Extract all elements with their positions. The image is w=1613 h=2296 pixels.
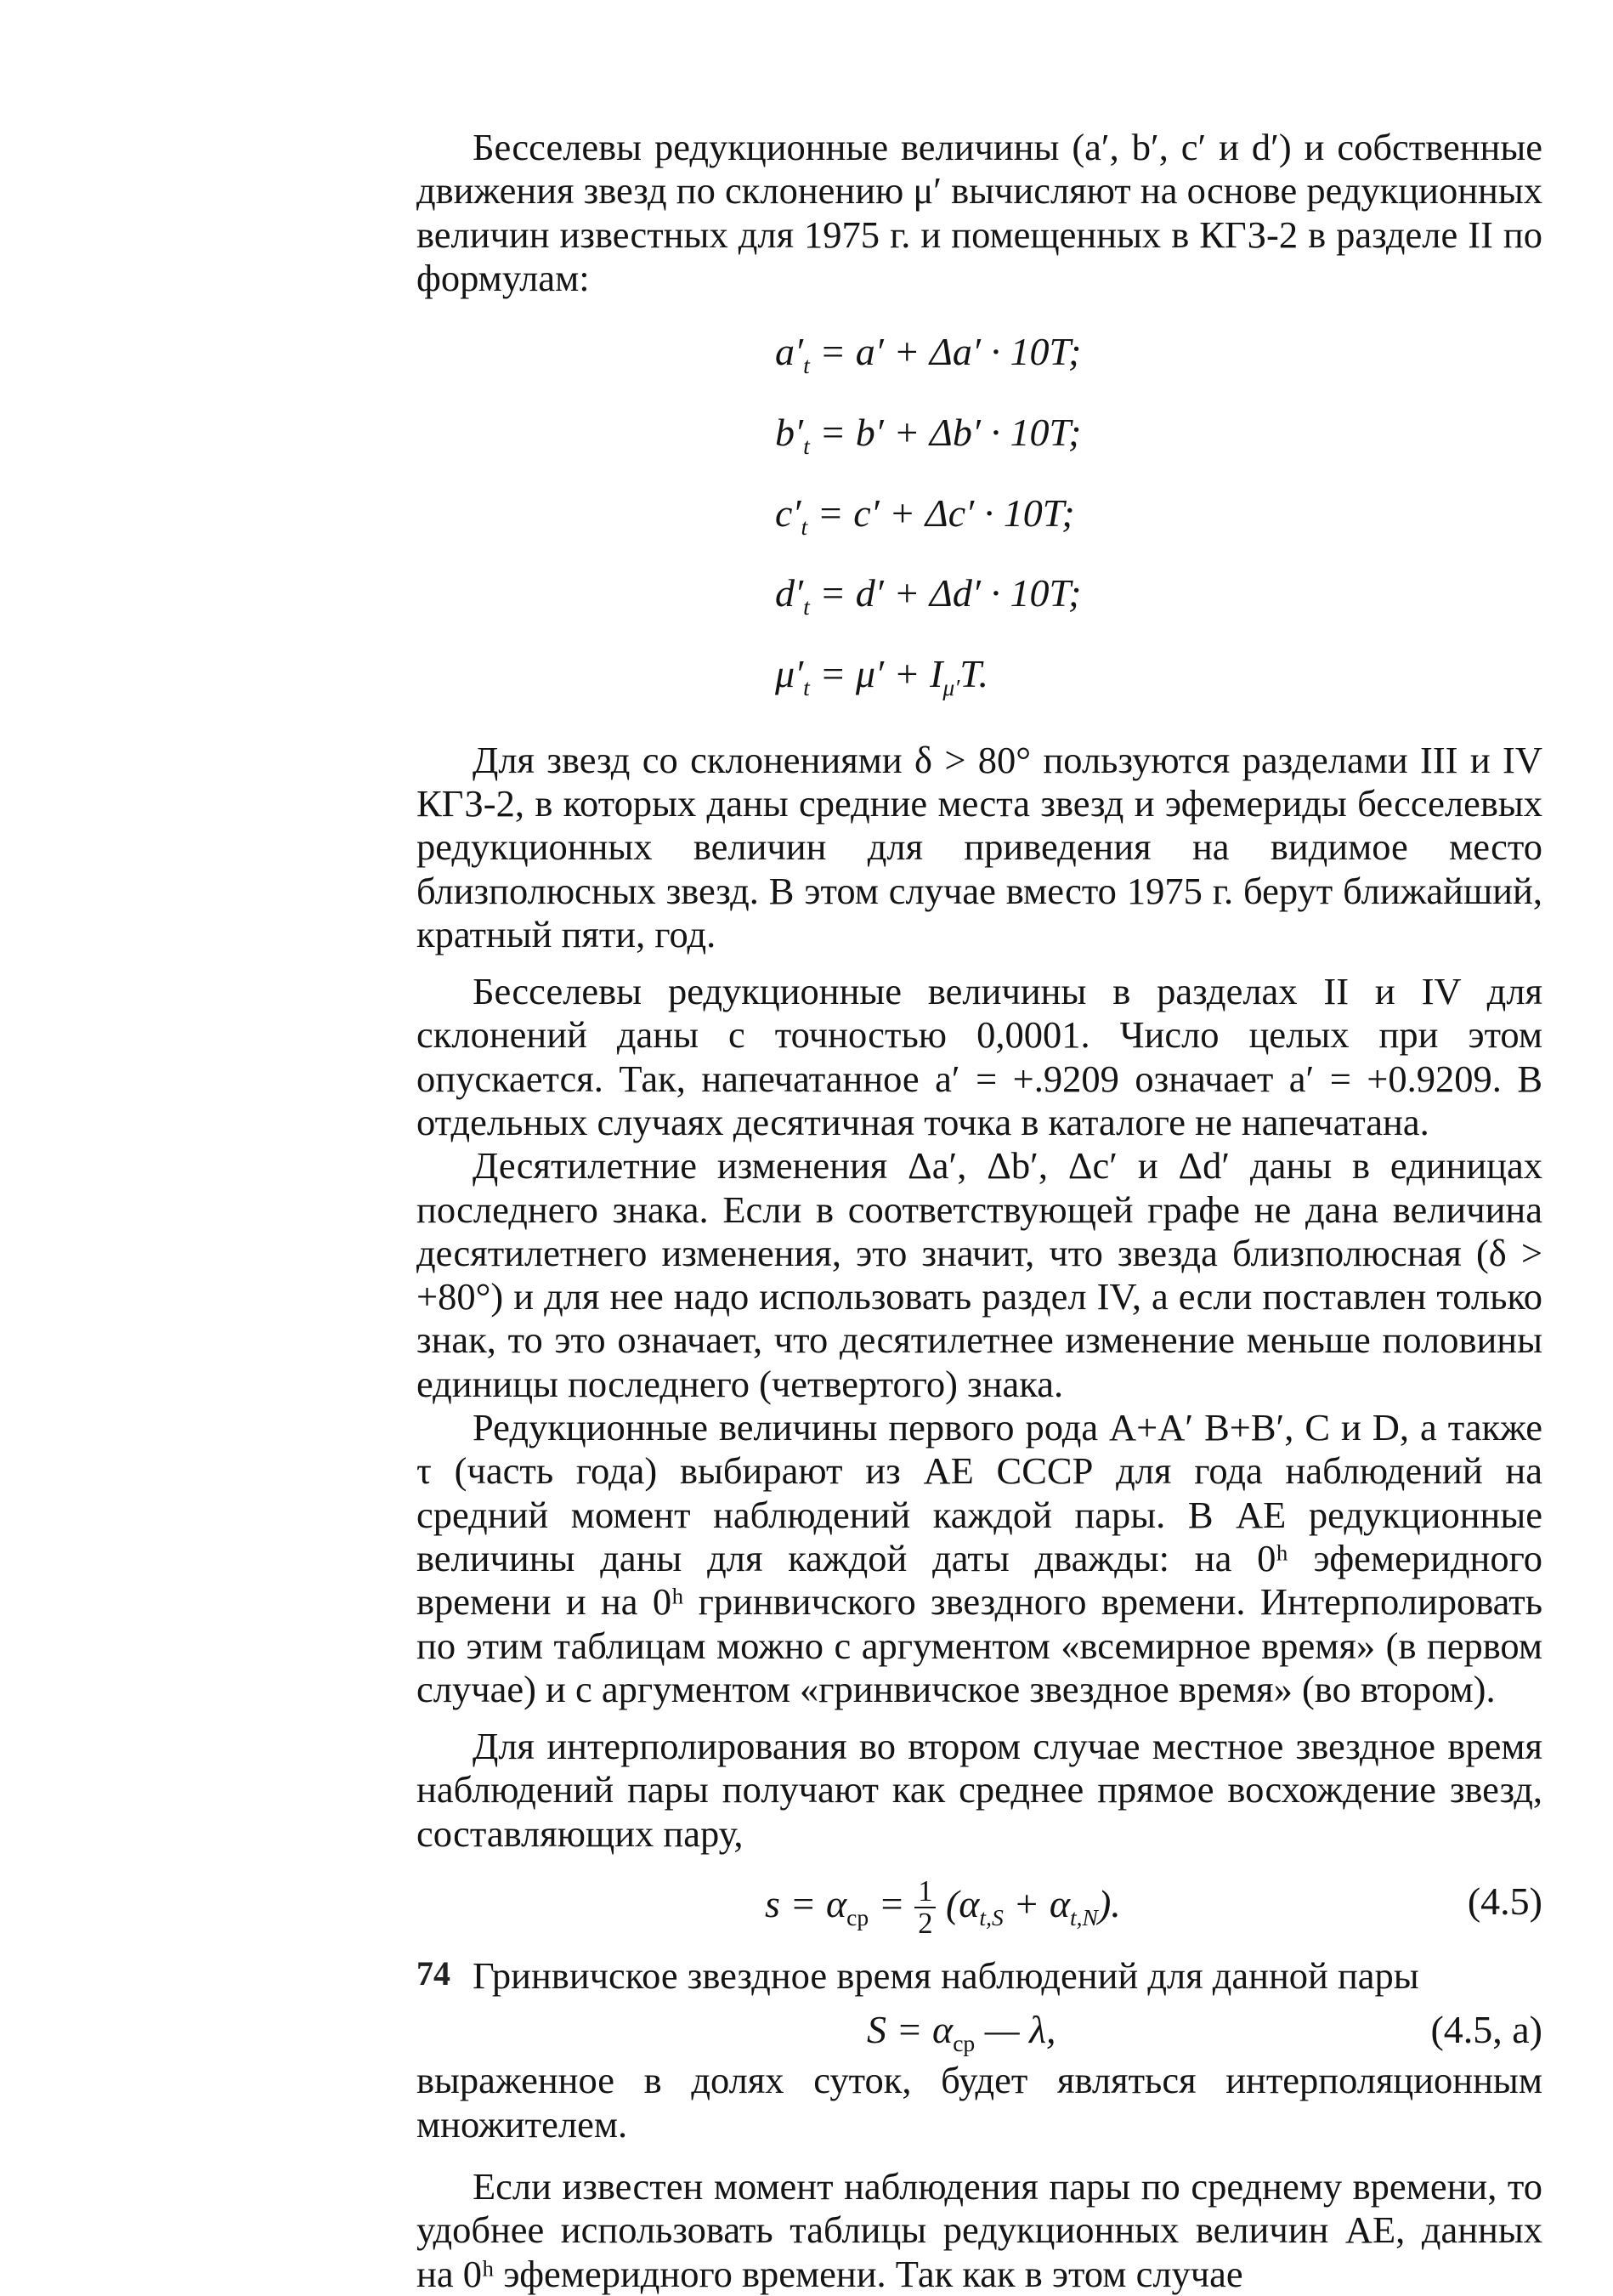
formula-c: $c'_t = c' + \Delta c' \cdot 10T$; xyxy=(775,490,1075,540)
page-body xyxy=(416,126,1542,2296)
equation-4-5-number: (4.5) xyxy=(1467,1879,1542,1924)
paragraph-3: Бесселевы редукционные величины в разделах II и IV для склонений даны с точностью 0,0001. Число целых при этом опускается. Так, напечатанное a′ = +.9209 означает a′ = +0.9209. В отдельных случаях десятичная точка в каталоге не напечатана. xyxy=(416,970,1542,1143)
equation-4-5a xyxy=(416,2004,1542,2059)
paragraph-4: Десятилетние изменения Δa′, Δb′, Δc′ и Δd′ даны в единицах последнего знака. Если в соответствующей графе не дана величина десятилетнего изменения, это значит, что звезда близполюсная (δ > +80°) и для нее надо использовать раздел IV, а если поставлен только знак, то это означает, что десятилетнее изменение меньше половины единицы последнего (четвертого) знака. xyxy=(416,1144,1542,1405)
page-number: 74 xyxy=(416,1954,450,1993)
paragraph-7: Гринвичское звездное время наблюдений для данной пары xyxy=(473,1954,1419,1998)
equation-4-5a-number: (4.5, a) xyxy=(1430,2008,1542,2052)
formula-block xyxy=(416,319,1542,721)
paragraph-5: Редукционные величины первого рода A+A′ B+B′, C и D, а также τ (часть года) выбирают из АЕ СССР для года наблюдений на средний момент наблюдений каждой пары. В АЕ редукционные величины даны для каждой даты дважды: на 0ʰ эфемеридного времени и на 0ʰ гринвичского звездного времени. Интерполировать по этим таблицам можно с аргументом «всемирное время» (в первом случае) и с аргументом «гринвичское звездное время» (во втором). xyxy=(416,1406,1542,1710)
paragraph-9: Если известен момент наблюдения пары по среднему времени, то удобнее использовать таблицы редукционных величин АЕ, данных на 0ʰ эфемеридного времени. Так как в этом случае xyxy=(416,2164,1542,2295)
formula-d: $d'_t = d' + \Delta d' \cdot 10T$; xyxy=(775,571,1082,621)
formula-mu: $\mu'_t = \mu' + I_{\mu'}T$. xyxy=(775,651,988,701)
paragraph-1: Бесселевы редукционные величины (a′, b′, c′ и d′) и собственные движения звезд по склонению μ′ вычисляют на основе редукционных величин известных для 1975 г. и помещенных в КГЗ-2 в разделе II по формулам: xyxy=(416,126,1542,299)
formula-b: $b'_t = b' + \Delta b' \cdot 10T$; xyxy=(775,410,1082,460)
equation-4-5a-body: $S = \alpha_{ср}$ — λ, xyxy=(867,2008,1056,2057)
equation-4-5 xyxy=(416,1871,1542,1941)
paragraph-6: Для интерполирования во втором случае местное звездное время наблюдений пары получают как среднее прямое восхождение звезд, составляющих пару, xyxy=(416,1725,1542,1855)
paragraph-8: выраженное в долях суток, будет являться интерполяционным множителем. xyxy=(416,2059,1542,2146)
formula-a: $a'_t = a' + \Delta a' \cdot 10T$; xyxy=(775,330,1082,379)
equation-4-5-body: $s = \alpha_{ср}$ = $\frac{1}{2}$ $(\alpha_{t,S} + \alpha_{t,N})$. xyxy=(765,1875,1121,1941)
paragraph-2: Для звезд со склонениями δ > 80° пользуются разделами III и IV КГЗ-2, в которых даны средние места звезд и эфемериды бесселевых редукционных величин для приведения на видимое место близполюсных звезд. В этом случае вместо 1975 г. берут ближайший, кратный пяти, год. xyxy=(416,738,1542,955)
